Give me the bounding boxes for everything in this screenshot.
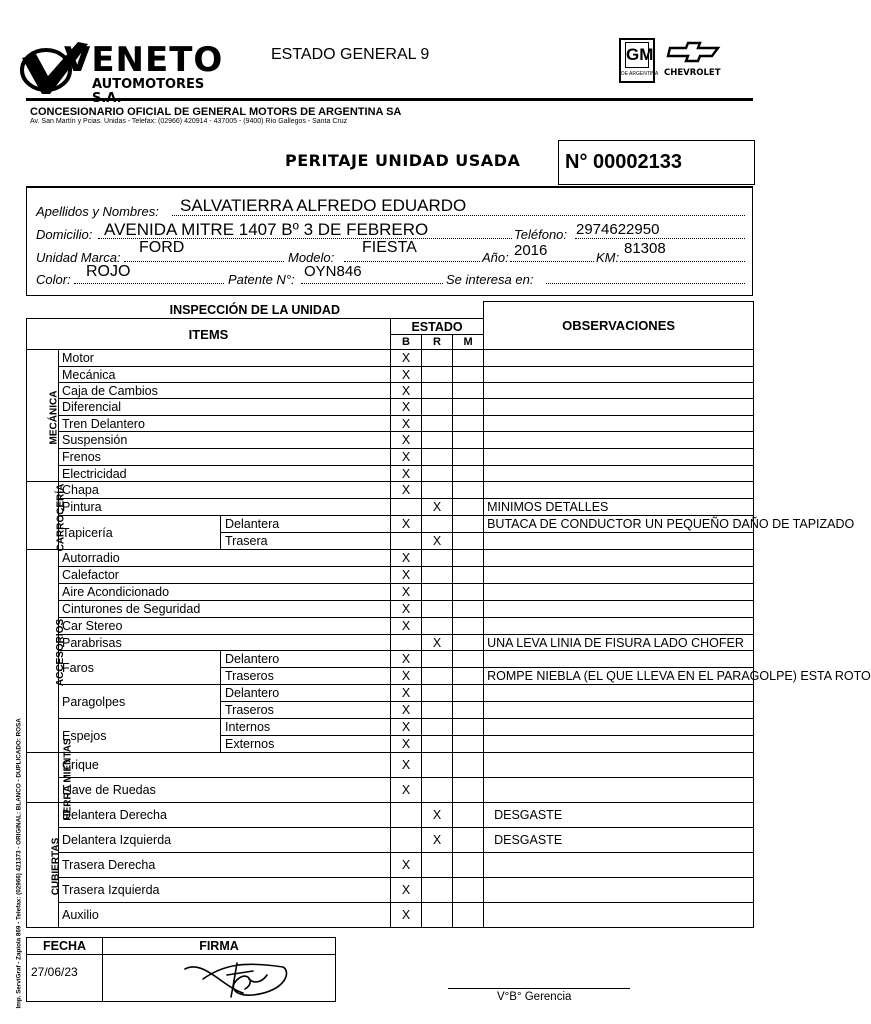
section-label-text: MECÁNICA (48, 390, 60, 444)
firma-header: FIRMA (103, 938, 336, 955)
estado-r-cell[interactable] (422, 399, 453, 416)
table-row (27, 601, 754, 618)
col-r-header: R (422, 335, 453, 350)
printer-note: Imp. ServiGraf - Zapiola 869 - Telefax: (02966) 421373 - ORIGINAL: BLANCO - DUPLICADO: ROSA (15, 718, 23, 1009)
item-label: Auxilio (59, 903, 391, 928)
item-label: Pintura (59, 499, 391, 516)
modelo-line (344, 261, 480, 262)
estado-header: ESTADO (391, 319, 484, 335)
table-row (27, 778, 754, 803)
items-header: ITEMS (27, 319, 391, 350)
item-label: Motor (59, 350, 391, 367)
estado-r-cell[interactable] (422, 685, 453, 702)
subitem-label: Trasera (221, 533, 391, 550)
observacion-cell[interactable] (484, 778, 754, 803)
estado-r-cell[interactable] (422, 516, 453, 533)
observacion-cell[interactable] (484, 903, 754, 928)
estado-m-cell[interactable] (453, 416, 484, 432)
estado-m-cell[interactable] (453, 550, 484, 567)
nombres-value: SALVATIERRA ALFREDO EDUARDO (180, 196, 467, 215)
item-label: Electricidad (59, 466, 391, 482)
estado-m-cell[interactable] (453, 668, 484, 685)
table-row (27, 499, 754, 516)
observacion-cell[interactable] (484, 482, 754, 499)
anio-value: 2016 (514, 242, 548, 259)
estado-b-cell[interactable]: X (391, 432, 422, 449)
observacion-cell[interactable] (484, 736, 754, 753)
item-label: Caja de Cambios (59, 383, 391, 399)
table-row (27, 618, 754, 635)
estado-r-cell[interactable] (422, 550, 453, 567)
estado-m-cell[interactable] (453, 584, 484, 601)
form-title: PERITAJE UNIDAD USADA (285, 151, 521, 170)
observacion-cell[interactable] (484, 567, 754, 584)
table-row (27, 719, 754, 736)
observacion-cell[interactable] (484, 449, 754, 466)
item-label: Suspensión (59, 432, 391, 449)
item-label: Cinturones de Seguridad (59, 601, 391, 618)
estado-b-cell[interactable]: X (391, 702, 422, 719)
interesa-label: Se interesa en: (446, 272, 534, 287)
estado-r-cell[interactable] (422, 702, 453, 719)
estado-b-cell[interactable]: X (391, 668, 422, 685)
gm-logo-text: GM (625, 42, 649, 68)
estado-b-cell[interactable]: X (391, 367, 422, 383)
firma-cell (103, 955, 336, 1002)
estado-b-cell[interactable]: X (391, 878, 422, 903)
subitem-label: Delantero (221, 685, 391, 702)
observacion-cell[interactable] (484, 702, 754, 719)
estado-r-cell[interactable] (422, 482, 453, 499)
patente-value: OYN846 (304, 263, 362, 280)
nombres-label: Apellidos y Nombres: (36, 204, 159, 219)
observacion-cell[interactable] (484, 584, 754, 601)
col-b-header: B (391, 335, 422, 350)
estado-b-cell[interactable] (391, 533, 422, 550)
address-line: Av. San Martín y Pcias. Unidas - Telefax: (02966) 420914 - 437005 - (9400) Río Gallegos - Santa Cruz (30, 118, 348, 125)
item-label: Crique (59, 753, 391, 778)
estado-m-cell[interactable] (453, 719, 484, 736)
observaciones-header: OBSERVACIONES (484, 302, 754, 350)
estado-m-cell[interactable] (453, 601, 484, 618)
table-row (27, 584, 754, 601)
table-row (27, 550, 754, 567)
estado-b-cell[interactable]: X (391, 853, 422, 878)
item-label: Delantera Izquierda (59, 828, 391, 853)
inspection-title: INSPECCIÓN DE LA UNIDAD (27, 302, 484, 319)
item-label: Car Stereo (59, 618, 391, 635)
estado-r-cell[interactable] (422, 383, 453, 399)
item-label: Trasera Izquierda (59, 878, 391, 903)
observacion-cell[interactable] (484, 618, 754, 635)
subitem-label: Traseros (221, 668, 391, 685)
table-row (27, 685, 754, 702)
telefono-value: 2974622950 (576, 221, 660, 238)
estado-b-cell[interactable]: X (391, 466, 422, 482)
modelo-value: FIESTA (362, 239, 417, 256)
handwritten-signature (183, 957, 293, 999)
form-number: N° 00002133 (565, 151, 682, 173)
observacion-cell[interactable] (484, 550, 754, 567)
estado-m-cell[interactable] (453, 516, 484, 533)
estado-r-cell[interactable]: X (422, 499, 453, 516)
estado-m-cell[interactable] (453, 466, 484, 482)
table-row (27, 567, 754, 584)
item-label: Chapa (59, 482, 391, 499)
estado-b-cell[interactable]: X (391, 903, 422, 928)
color-value: ROJO (86, 263, 131, 280)
telefono-line (575, 238, 745, 239)
observacion-cell[interactable] (484, 878, 754, 903)
section-mecanica (27, 350, 59, 482)
estado-m-cell[interactable] (453, 803, 484, 828)
item-label: Delantera Derecha (59, 803, 391, 828)
table-row (27, 350, 754, 367)
table-row (27, 828, 754, 853)
observacion-cell[interactable] (484, 350, 754, 367)
estado-m-cell[interactable] (453, 753, 484, 778)
estado-r-cell[interactable] (422, 432, 453, 449)
marca-value: FORD (139, 239, 185, 256)
item-label: Tren Delantero (59, 416, 391, 432)
observacion-cell[interactable] (484, 719, 754, 736)
estado-m-cell[interactable] (453, 533, 484, 550)
table-row (27, 651, 754, 668)
table-row (27, 432, 754, 449)
estado-b-cell[interactable]: X (391, 618, 422, 635)
dealer-line: CONCESIONARIO OFICIAL DE GENERAL MOTORS DE ARGENTINA SA (30, 106, 402, 118)
km-value: 81308 (624, 240, 666, 257)
estado-r-cell[interactable]: X (422, 635, 453, 651)
km-line (620, 261, 745, 262)
item-label: Diferencial (59, 399, 391, 416)
fecha-header: FECHA (27, 938, 103, 955)
table-row (27, 367, 754, 383)
section-label-text: HERRA MIENTAS (62, 737, 74, 821)
estado-b-cell[interactable]: X (391, 601, 422, 618)
domicilio-label: Domicilio: (36, 227, 93, 242)
estado-r-cell[interactable] (422, 449, 453, 466)
observacion-cell[interactable] (484, 383, 754, 399)
estado-r-cell[interactable]: X (422, 533, 453, 550)
table-row (27, 466, 754, 482)
signature-table (26, 937, 336, 1002)
estado-b-cell[interactable]: X (391, 567, 422, 584)
subitem-label: Delantero (221, 651, 391, 668)
estado-r-cell[interactable] (422, 416, 453, 432)
item-label: Paragolpes (59, 685, 221, 719)
estado-r-cell[interactable] (422, 618, 453, 635)
km-label: KM: (596, 250, 620, 265)
brand-sub: AUTOMOTORES (92, 77, 205, 92)
estado-m-cell[interactable] (453, 449, 484, 466)
estado-m-cell[interactable] (453, 383, 484, 399)
estado-b-cell[interactable]: X (391, 778, 422, 803)
table-row (27, 516, 754, 533)
estado-r-cell[interactable] (422, 367, 453, 383)
item-label: Trasera Derecha (59, 853, 391, 878)
estado-b-cell[interactable] (391, 828, 422, 853)
estado-m-cell[interactable] (453, 482, 484, 499)
form-number-box (558, 140, 755, 185)
estado-b-cell[interactable]: X (391, 516, 422, 533)
color-line (74, 283, 224, 284)
estado-b-cell[interactable]: X (391, 753, 422, 778)
estado-r-cell[interactable] (422, 903, 453, 928)
estado-m-cell[interactable] (453, 903, 484, 928)
section-herramientas (27, 737, 74, 821)
observacion-cell[interactable] (484, 416, 754, 432)
gm-logo-sub: DE ARGENTINA (621, 71, 659, 77)
estado-b-cell[interactable]: X (391, 399, 422, 416)
table-row (27, 853, 754, 878)
estado-r-cell[interactable]: X (422, 803, 453, 828)
domicilio-value: AVENIDA MITRE 1407 Bº 3 DE FEBRERO (104, 220, 429, 239)
fecha-cell (27, 955, 103, 1002)
estado-r-cell[interactable] (422, 668, 453, 685)
estado-r-cell[interactable] (422, 778, 453, 803)
vb-line (448, 988, 630, 989)
table-row (27, 903, 754, 928)
table-row (27, 753, 754, 778)
estado-r-cell[interactable] (422, 651, 453, 668)
section-accesorios (27, 550, 67, 753)
estado-m-cell[interactable] (453, 685, 484, 702)
estado-m-cell[interactable] (453, 878, 484, 903)
estado-b-cell[interactable]: X (391, 383, 422, 399)
item-label: Llave de Ruedas (59, 778, 391, 803)
observacion-cell[interactable] (484, 853, 754, 878)
estado-b-cell[interactable]: X (391, 651, 422, 668)
estado-m-cell[interactable] (453, 778, 484, 803)
interesa-line (546, 283, 745, 284)
estado-r-cell[interactable] (422, 878, 453, 903)
estado-m-cell[interactable] (453, 567, 484, 584)
marca-label: Unidad Marca: (36, 250, 121, 265)
observacion-cell[interactable]: DESGASTE (484, 828, 754, 853)
estado-r-cell[interactable] (422, 567, 453, 584)
observacion-cell[interactable]: ROMPE NIEBLA (EL QUE LLEVA EN EL PARAGOLPE) ESTA ROTO (484, 668, 754, 685)
estado-b-cell[interactable]: X (391, 550, 422, 567)
estado-r-cell[interactable] (422, 853, 453, 878)
estado-m-cell[interactable] (453, 367, 484, 383)
estado-b-cell[interactable]: X (391, 719, 422, 736)
estado-r-cell[interactable] (422, 753, 453, 778)
inspection-table (26, 301, 871, 928)
estado-b-cell[interactable] (391, 635, 422, 651)
estado-r-cell[interactable]: X (422, 828, 453, 853)
col-m-header: M (453, 335, 484, 350)
estado-b-cell[interactable]: X (391, 416, 422, 432)
telefono-label: Teléfono: (514, 227, 568, 242)
observacion-cell[interactable] (484, 753, 754, 778)
estado-m-cell[interactable] (453, 828, 484, 853)
section-label-text: CUBIERTAS (50, 837, 62, 896)
observacion-cell[interactable]: MINIMOS DETALLES (484, 499, 754, 516)
subitem-label: Internos (221, 719, 391, 736)
section-carroceria (27, 482, 67, 551)
marca-line (124, 261, 284, 262)
chevrolet-text: CHEVROLET (664, 68, 721, 78)
subitem-label: Traseros (221, 702, 391, 719)
estado-m-cell[interactable] (453, 702, 484, 719)
patente-label: Patente N°: (228, 272, 295, 287)
estado-b-cell[interactable]: X (391, 482, 422, 499)
section-cubiertas (27, 803, 62, 928)
item-label: Frenos (59, 449, 391, 466)
estado-b-cell[interactable] (391, 803, 422, 828)
estado-r-cell[interactable] (422, 584, 453, 601)
item-label: Aire Acondicionado (59, 584, 391, 601)
estado-m-cell[interactable] (453, 651, 484, 668)
estado-b-cell[interactable]: X (391, 350, 422, 367)
observacion-cell[interactable]: UNA LEVA LINIA DE FISURA LADO CHOFER (484, 635, 754, 651)
color-label: Color: (36, 272, 71, 287)
item-label: Tapicería (59, 516, 221, 550)
item-label: Mecánica (59, 367, 391, 383)
item-label: Faros (59, 651, 221, 685)
item-label: Parabrisas (59, 635, 391, 651)
observacion-cell[interactable] (484, 601, 754, 618)
estado-r-cell[interactable] (422, 466, 453, 482)
anio-line (510, 261, 594, 262)
estado-b-cell[interactable]: X (391, 584, 422, 601)
estado-m-cell[interactable] (453, 853, 484, 878)
section-label-text: CARROCERÍA (55, 483, 67, 551)
estado-r-cell[interactable] (422, 719, 453, 736)
estado-m-cell[interactable] (453, 618, 484, 635)
table-row (27, 635, 754, 651)
table-row (27, 416, 754, 432)
observacion-cell[interactable] (484, 432, 754, 449)
estado-r-cell[interactable] (422, 601, 453, 618)
estado-b-cell[interactable]: X (391, 449, 422, 466)
modelo-label: Modelo: (288, 250, 335, 265)
table-row (27, 482, 754, 499)
observacion-cell[interactable] (484, 399, 754, 416)
estado-r-cell[interactable] (422, 736, 453, 753)
estado-m-cell[interactable] (453, 399, 484, 416)
observacion-cell[interactable] (484, 685, 754, 702)
item-label: Autorradio (59, 550, 391, 567)
estado-m-cell[interactable] (453, 499, 484, 516)
observacion-cell[interactable] (484, 533, 754, 550)
veneto-logo (18, 40, 233, 96)
item-label: Espejos (59, 719, 221, 753)
item-label: Calefactor (59, 567, 391, 584)
subitem-label: Delantera (221, 516, 391, 533)
table-row (27, 878, 754, 903)
header-rule (26, 98, 753, 101)
estado-b-cell[interactable]: X (391, 685, 422, 702)
estado-b-cell[interactable]: X (391, 736, 422, 753)
gm-logo (619, 38, 659, 83)
fecha-value: 27/06/23 (31, 965, 78, 979)
estado-m-cell[interactable] (453, 736, 484, 753)
estado-m-cell[interactable] (453, 432, 484, 449)
chevrolet-bowtie-icon (668, 42, 720, 62)
table-row (27, 399, 754, 416)
estado-m-cell[interactable] (453, 350, 484, 367)
doc-title: ESTADO GENERAL 9 (271, 46, 430, 63)
observacion-cell[interactable] (484, 367, 754, 383)
estado-m-cell[interactable] (453, 635, 484, 651)
subitem-label: Externos (221, 736, 391, 753)
table-row (27, 383, 754, 399)
patente-line (301, 283, 443, 284)
observacion-cell[interactable]: DESGASTE (484, 803, 754, 828)
observacion-cell[interactable]: BUTACA DE CONDUCTOR UN PEQUEÑO DAÑO DE TAPIZADO (484, 516, 754, 533)
anio-label: Año: (482, 250, 509, 265)
observacion-cell[interactable] (484, 651, 754, 668)
section-label-text: ACCESORIOS (55, 618, 67, 687)
table-row (27, 449, 754, 466)
vb-label: V°B° Gerencia (497, 991, 572, 1003)
table-row (27, 803, 754, 828)
estado-r-cell[interactable] (422, 350, 453, 367)
brand-main: VENETO (64, 40, 224, 80)
estado-b-cell[interactable] (391, 499, 422, 516)
observacion-cell[interactable] (484, 466, 754, 482)
